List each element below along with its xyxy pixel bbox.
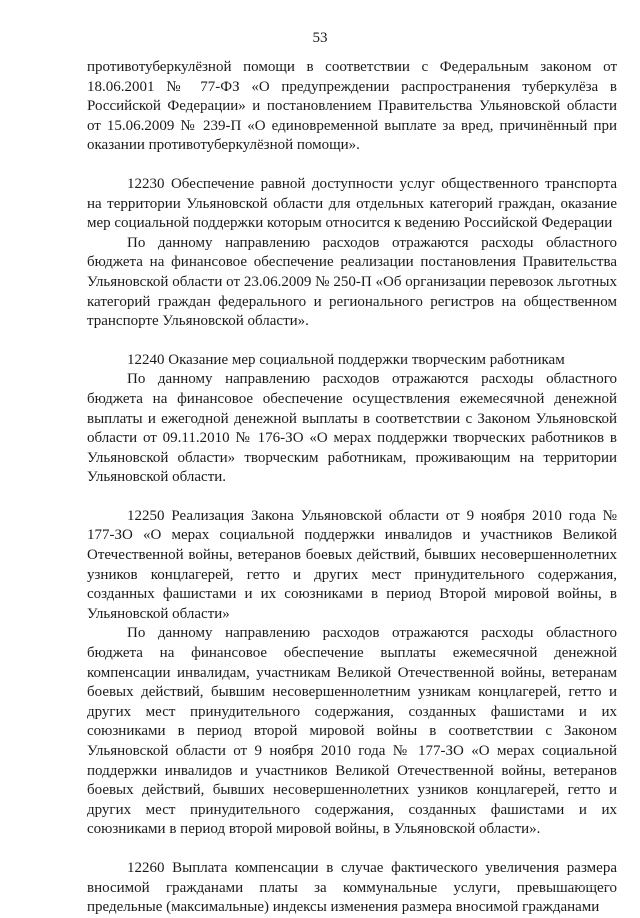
paragraph-12250-description: По данному направлению расходов отражаются расходы областного бюджета на финансовое обеспечение выплаты ежемесячной денежной компенсации инвалидам, участникам Великой Отечественной войны, ветеранам боевых действий, бывшим несовершеннолетним узникам концлагерей, гетто и других мест принудительного содержания, созданных фашистами и их союзниками в период второй мировой войны в соответствии с Законом Ульяновской области от 9 ноября 2010 года № 177-ЗО «О мерах социальной поддержки инвалидов и участников Великой Отечественной войны, ветеранов боевых действий, бывших несовершеннолетних узников концлагерей, гетто и других мест принудительного содержания, созданных фашистами и их союзниками в период второй мировой войны, в Ульяновской области». (87, 625, 617, 838)
paragraph-continuation: противотуберкулёзной помощи в соответствии с Федеральным законом от 18.06.2001 № 77-ФЗ «О предупреждении распространения туберкулёза в Российской Федерации» и постановлением Правительства Ульяновской области от 15.06.2009 № 239-П «О единовременной выплате за вред, причинённый при оказании противотуберкулёзной помощи». (87, 59, 617, 154)
section-heading-12250: 12250 Реализация Закона Ульяновской области от 9 ноября 2010 года № 177-ЗО «О мерах социальной поддержки инвалидов и участников Великой Отечественной войны, ветеранов боевых действий, бывших несовершеннолетних узников концлагерей, гетто и других мест принудительного содержания, созданных фашистами и их союзниками в период Второй мировой войны, в Ульяновской области» (87, 507, 617, 622)
page-number: 53 (312, 30, 328, 46)
section-heading-12240: 12240 Оказание мер социальной поддержки творческим работникам (127, 351, 565, 368)
paragraph-12230-description: По данному направлению расходов отражаются расходы областного бюджета на финансовое обеспечение реализации постановления Правительства Ульяновской области от 23.06.2009 № 250-П «Об организации перевозок льготных категорий граждан федерального и регионального регистров на общественном транспорте Ульяновской области». (87, 234, 617, 330)
section-heading-12260: 12260 Выплата компенсации в случае фактического увеличения размера вносимой гражданами платы за коммунальные услуги, превышающего предельные (максимальные) индексы изменения размера вносимой гражданами (87, 859, 617, 916)
scan-artifact (572, 886, 612, 890)
section-heading-12230: 12230 Обеспечение равной доступности услуг общественного транспорта на территории Ульяновской области для отдельных категорий граждан, оказание мер социальной поддержки которым относится к ведению Российской Федерации (87, 175, 617, 232)
paragraph-12240-description: По данному направлению расходов отражаются расходы областного бюджета на финансовое обеспечение осуществления ежемесячной денежной выплаты и ежегодной денежной выплаты в соответствии с Законом Ульяновской области от 09.11.2010 № 176-ЗО «О мерах поддержки творческих работников в Ульяновской области» творческим работникам, проживающим на территории Ульяновской области. (87, 371, 617, 486)
document-body (87, 58, 617, 918)
